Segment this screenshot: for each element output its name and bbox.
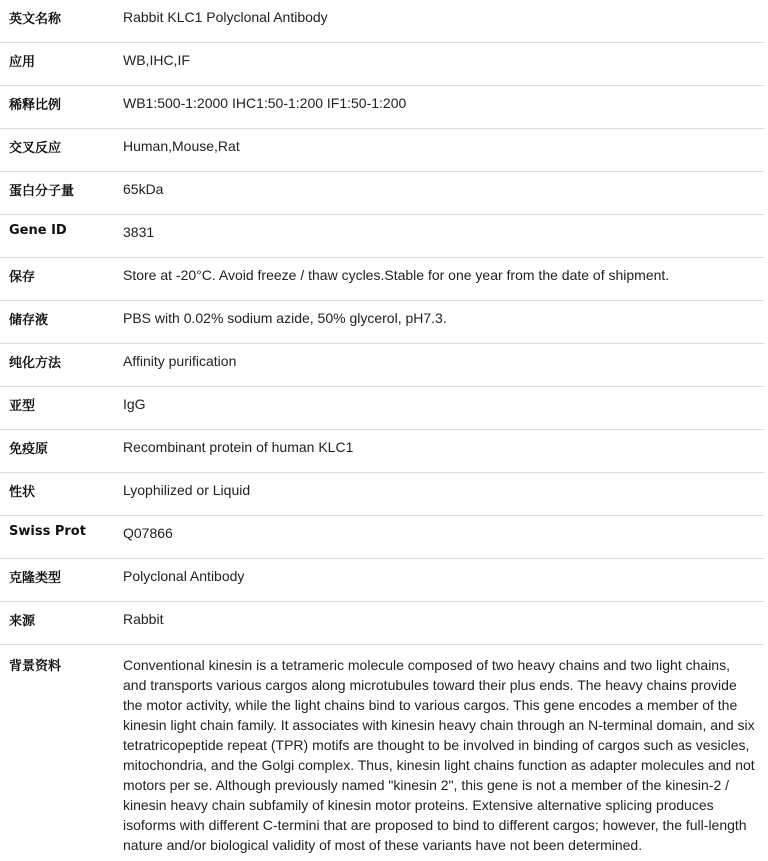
spec-label: 应用 — [0, 43, 123, 86]
spec-value: Recombinant protein of human KLC1 — [123, 430, 764, 473]
spec-row-storage — [0, 258, 764, 301]
spec-row-gene-id — [0, 215, 764, 258]
spec-row-storage-buffer — [0, 301, 764, 344]
spec-row-molecular-weight — [0, 172, 764, 215]
spec-label: 来源 — [0, 602, 123, 645]
spec-label: 英文名称 — [0, 0, 123, 43]
spec-value: 3831 — [123, 215, 764, 258]
spec-row-cross-reactivity — [0, 129, 764, 172]
spec-value: WB1:500-1:2000 IHC1:50-1:200 IF1:50-1:200 — [123, 86, 764, 129]
spec-row-purification — [0, 344, 764, 387]
spec-value: Affinity purification — [123, 344, 764, 387]
spec-row-application — [0, 43, 764, 86]
spec-label: 稀释比例 — [0, 86, 123, 129]
spec-value: Store at -20°C. Avoid freeze / thaw cycles.Stable for one year from the date of shipment. — [123, 258, 764, 301]
spec-label: Swiss Prot — [0, 516, 123, 559]
spec-row-isotype — [0, 387, 764, 430]
spec-label: 克隆类型 — [0, 559, 123, 602]
spec-label: 交叉反应 — [0, 129, 123, 172]
spec-row-english-name — [0, 0, 764, 43]
spec-row-form — [0, 473, 764, 516]
spec-label: 性状 — [0, 473, 123, 516]
spec-row-host — [0, 602, 764, 645]
spec-value: Lyophilized or Liquid — [123, 473, 764, 516]
spec-value: Q07866 — [123, 516, 764, 559]
spec-row-dilution — [0, 86, 764, 129]
spec-label: 蛋白分子量 — [0, 172, 123, 215]
background-description: Conventional kinesin is a tetrameric molecule composed of two heavy chains and two light chains, and transports various cargos along microtubules toward their plus ends. The heavy chains provide the motor activity, while the light chains bind to various cargos. This gene encodes a member of the kinesin light chain family. It associates with kinesin heavy chain through an N-terminal domain, and six tetratricopeptide repeat (TPR) motifs are thought to be involved in binding of cargos such as vesicles, mitochondria, and the Golgi complex. Thus, kinesin light chains function as adapter molecules and not motors per se. Although previously named "kinesin 2", this gene is not a member of the kinesin-2 / kinesin heavy chain subfamily of kinesin motor proteins. Extensive alternative splicing produces isoforms with different C-termini that are proposed to bind to different cargos; however, the full-length nature and/or biological validity of most of these variants have not been determined. — [123, 645, 764, 861]
spec-value: 65kDa — [123, 172, 764, 215]
spec-value: IgG — [123, 387, 764, 430]
spec-label: 亚型 — [0, 387, 123, 430]
spec-row-background — [0, 645, 764, 861]
spec-value: Rabbit — [123, 602, 764, 645]
spec-value: Human,Mouse,Rat — [123, 129, 764, 172]
spec-row-immunogen — [0, 430, 764, 473]
spec-row-swiss-prot — [0, 516, 764, 559]
spec-label: Gene ID — [0, 215, 123, 258]
spec-label: 免疫原 — [0, 430, 123, 473]
spec-row-clonality — [0, 559, 764, 602]
spec-label: 储存液 — [0, 301, 123, 344]
spec-label: 背景资料 — [0, 645, 123, 861]
spec-value: Rabbit KLC1 Polyclonal Antibody — [123, 0, 764, 43]
spec-label: 纯化方法 — [0, 344, 123, 387]
spec-label: 保存 — [0, 258, 123, 301]
spec-value: PBS with 0.02% sodium azide, 50% glycerol, pH7.3. — [123, 301, 764, 344]
spec-value: WB,IHC,IF — [123, 43, 764, 86]
spec-value: Polyclonal Antibody — [123, 559, 764, 602]
